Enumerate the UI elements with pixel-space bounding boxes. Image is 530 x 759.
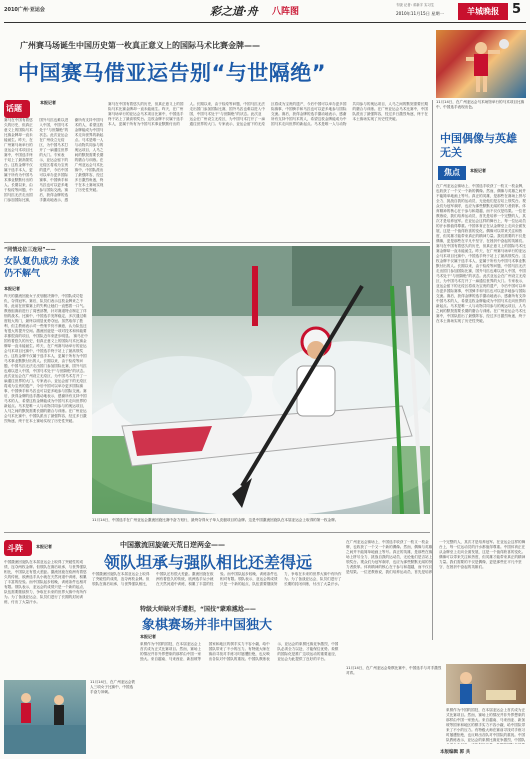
lower-body-right <box>92 572 342 602</box>
lead-body-text-2: 赛马在中国有着悠久的历史，但真正意义上的国际马术比赛金牌却一直未能诞生。昨天，在广州赛马场举行的亚运会马术项目比赛中，中国选手终于站上了最高领奖台。这枚金牌不仅属于选手本人，更属于所有为中国马术事业默默付出的人。长期以来，由于检疫等问题，中国马匹无法走出国门参加国际比赛，国外马匹也难以进入中国，中国马术处于“与世隔绝”的状态。此次亚运会在广州设立无疫区，为中国马术打开了一扇通往世界的大门。专家表示，亚运会留下的无疫区将成为宝贵的遗产，今后中国可以举办更多国际赛事，中国骑手和马匹也可以更多地参与国际交流。赛后，获得金牌的选手激动地表示，感谢所有支持中国马术的人，希望这枚金牌能成为中国马术走向世界的新起点。马术是唯一人与动物共同参与的奥运项目，人马之间的默契需要长期的磨合与训练。在广州亚运会马术比赛中，中国队派出了最强阵容，经过多日激烈角逐，终于在本土赛场实现了历史性突破。 <box>108 102 428 126</box>
lead-body <box>4 118 104 238</box>
main-photo <box>92 246 430 514</box>
mid-kicker: “同情这位三连冠”—— <box>4 247 56 253</box>
chess-body-text: 象棋作为中国的国技，在本届亚运会上首次成为正式比赛项目。然而，赛场上的情况并非外界想象的那样由中国一家独大。来自越南、马来西亚、新加坡等国家和地区的棋手实力不容小觑，给中国队带来了不小的压力。有特级大师在赛前寻找对手练习时屡遭拒绝，也反映出各队对中国队的重视。中国队教练表示，亚运会的象棋比赛竞争激烈，中国队必须全力以赴，才能保住优势。象棋的国际化是推广这项运动的重要途径，亚运会为此提供了良好的平台。 <box>140 642 339 661</box>
lead-body-text: 赛马在中国有着悠久的历史，但真正意义上的国际马术比赛金牌却一直未能诞生。昨天，在广州赛马场举行的亚运会马术项目比赛中，中国选手终于站上了最高领奖台。这枚金牌不仅属于选手本人，更属于所有为中国马术事业默默付出的人。长期以来，由于检疫等问题，中国马匹无法走出国门参加国际比赛，国外马匹也难以进入中国，中国马术处于“与世隔绝”的状态。此次亚运会在广州设立无疫区，为中国马术打开了一扇通往世界的大门。专家表示，亚运会留下的无疫区将成为宝贵的遗产，今后中国可以举办更多国际赛事，中国骑手和马匹也可以更多地参与国际交流。赛后，获得金牌的选手激动地表示，感谢所有支持中国马术的人，希望这枚金牌能成为中国马术走向世界的新起点。马术是唯一人与动物共同参与的奥运项目，人马之间的默契需要长期的磨合与训练。在广州亚运会马术比赛中，中国队派出了最强阵容，经过多日激烈角逐，终于在本土赛场实现了历史性突破。 <box>4 118 104 202</box>
mid-headline: 女队复仇成功 永浚仍不解气 <box>4 257 80 279</box>
main-photo-caption: 11月14日，中国选手在广州亚运会激流回旋比赛中奋力划行，最终夺得女子单人皮艇项目的金牌。这是中国激流回旋队在本届亚运会上取得的第一枚金牌。 <box>92 518 339 522</box>
right-body-text-2: 赛马在中国有着悠久的历史，但真正意义上的国际马术比赛金牌却一直未能诞生。昨天，在广州赛马场举行的亚运会马术项目比赛中，中国选手终于站上了最高领奖台。这枚金牌不仅属于选手本人，更属于所有为中国马术事业默默付出的人。长期以来，由于检疫等问题，中国马匹无法走出国门参加国际比赛，国外马匹也难以进入中国，中国马术处于“与世隔绝”的状态。此次亚运会在广州设立无疫区，为中国马术打开了一扇通往世界的大门。专家表示，亚运会留下的无疫区将成为宝贵的遗产，今后中国可以举办更多国际赛事，中国骑手和马匹也可以更多地参与国际交流。赛后，获得金牌的选手激动地表示，感谢所有支持中国马术的人，希望这枚金牌能成为中国马术走向世界的新起点。马术是唯一人与动物共同参与的奥运项目，人马之间的默契需要长期的磨合与训练。在广州亚运会马术比赛中，中国队派出了最强阵容，经过多日激烈角逐，终于在本土赛场实现了历史性突破。 <box>436 244 526 323</box>
right-byline: 本报记者 <box>470 168 486 173</box>
right-photo-caption: 11月14日，在广州亚运会马术场馆举行的马术项目比赛中，中国选手表现出色。 <box>436 100 525 109</box>
lower-byline: 本报记者 <box>36 544 52 549</box>
lead-kicker: 广州赛马场诞生中国历史第一枚真正意义上的国际马术比赛金牌—— <box>20 41 260 50</box>
lower-body-text-2: 中国激流回旋队在本届亚运会上取得了突破性的成绩，连夺两枚金牌。但领队在赛后坦承，与世界强队相比，中国队还有很大差距。激流回旋在欧洲有着悠久的传统，欧洲选手从小就在天然河道中训练，积累了丰富的经验。而中国队起步较晚，训练条件也相对有限。领队表示，亚运会的成绩只是一个新的起点，队伍需要继续努力，争取在未来的世界大赛中有所作为。为了备战亚运会，队员们进行了长期的封闭训练，付出了大量汗水。 <box>92 572 342 586</box>
lower-headline: 领队坦承与强队相比还差得远 <box>104 553 313 572</box>
lower-body-left <box>4 560 88 674</box>
lead-tag: 话题 <box>6 104 22 113</box>
lower-tag: 斗阵 <box>7 544 23 553</box>
chess-kicker: 特级大师缺对手遭拒，“国技”蒙难尴尬—— <box>140 606 256 613</box>
chess-graphic <box>446 664 526 704</box>
bottom-right-caption: 11月14日，在广州亚运会象棋比赛中，中国选手与对手激烈对弈。 <box>346 666 442 675</box>
lower-kicker: 中国激流回旋破天荒日逆两金—— <box>120 541 225 549</box>
right-headline: 中国偶像与英雄无关 <box>440 132 517 159</box>
lower-divider <box>4 532 430 533</box>
lead-body-col2 <box>108 102 428 238</box>
lower-right-body <box>346 540 526 660</box>
chess-headline: 象棋赛场并非中国独大 <box>142 618 273 633</box>
page-number: 5 <box>512 2 522 17</box>
chess-byline: 本报记者 <box>140 634 156 639</box>
lead-byline: 本报记者 <box>40 100 56 105</box>
bottom-left-caption: 11月14日，在广州亚运会铁人三项女子比赛中，中国选手奋力冲刺。 <box>90 680 136 694</box>
lower-right-body-text: 在广州亚运会赛场上，中国选手收获了一枚又一枚金牌，也收获了一个又一个新的偶像。然而，偶像与英雄之间并不能简单地画上等号。真正的英雄，是那些在赛场上拼尽全力、挑战自我的运动员，无论他们是否站上领奖台。观众们为冠军欢呼，也应为那些默默无闻的努力者鼓掌。体育精神的核心在于参与和超越，而不仅仅是结果。一位老教练说，我们培养运动员，首先是培养一个完整的人，其次才是培养冠军。在亚运会这样的舞台上，每一位运动员的汗水都值得尊重。中国体育正在从金牌至上走向全面发展，这是一个值得欣喜的变化。偶像可以带来关注和热度，但英雄才能带来真正的精神力量。我们需要的不仅是偶像，更是那些在平凡中坚守、在挫折中奋起的英雄们。 <box>346 540 526 574</box>
bottom-right-body-text: 象棋作为中国的国技，在本届亚运会上首次成为正式比赛项目。然而，赛场上的情况并非外界想象的那样由中国一家独大。来自越南、马来西亚、新加坡等国家和地区的棋手实力不容小觑，给中国队带来了不小的压力。有特级大师在赛前寻找对手练习时屡遭拒绝，也反映出各队对中国队的重视。中国队教练表示，亚运会的象棋比赛竞争激烈，中国队 <box>446 708 526 742</box>
lead-headline: 中国赛马借亚运告别“与世隔绝” <box>18 61 327 85</box>
masthead-brand: 彩之道·舟 <box>210 5 258 18</box>
lower-body-text: 中国激流回旋队在本届亚运会上取得了突破性的成绩，连夺两枚金牌。但领队在赛后坦承，与世界强队相比，中国队还有很大差距。激流回旋在欧洲有着悠久的传统，欧洲选手从小就在天然河道中训练，积累了丰富的经验。而中国队起步较晚，训练条件也相对有限。领队表示，亚运会的成绩只是一个新的起点，队伍需要继续努力，争取在未来的世界大赛中有所作为。为了备战亚运会，队员们进行了长期的封闭训练，付出了大量汗水。 <box>4 560 87 604</box>
masthead-logo-icon: 羊城晚报 <box>458 3 508 20</box>
bottom-right-photo <box>446 664 526 704</box>
right-tag: 焦点 <box>438 166 466 180</box>
right-body-text: 在广州亚运会赛场上，中国选手收获了一枚又一枚金牌，也收获了一个又一个新的偶像。然而，偶像与英雄之间并不能简单地画上等号。真正的英雄，是那些在赛场上拼尽全力、挑战自我的运动员，无论他们是否站上领奖台。观众们为冠军欢呼，也应为那些默默无闻的努力者鼓掌。体育精神的核心在于参与和超越，而不仅仅是结果。一位老教练说，我们培养运动员，首先是培养一个完整的人，其次才是培养冠军。在亚运会这样的舞台上，每一位运动员的汗水都值得尊重。中国体育正在从金牌至上走向全面发展，这是一个值得欣喜的变化。偶像可以带来关注和热度，但英雄才能带来真正的精神力量。我们需要的不仅是偶像，更是那些在平凡中坚守、在挫折中奋起的英雄们。 <box>436 184 526 243</box>
bottom-left-photo <box>4 680 86 754</box>
handball-player-graphic <box>436 30 526 98</box>
right-photo <box>436 30 526 98</box>
chess-body <box>140 642 340 752</box>
masthead-divider <box>4 22 526 23</box>
masthead-top-note: 专版 记者: 邓新宇 实习生 <box>396 3 435 7</box>
mid-body-text: 昨天的激流回旋女子皮划艇决赛中，中国队成功复仇，夺得冠军。赛后，队员们表示这枚金牌来之不易，此前在世锦赛上的失利让她们一直憋着一口气。教练组赛前进行了周密部署，针对赛道特点制定了详细的战术。比赛中，中国选手发挥稳定，多次通过难度较大的门，最终以明显优势夺冠。虽然取得了胜利，但主教练表示对一些细节仍不满意，认为队伍还有很大的提升空间。激流回旋是一项对技术和体能要求都很高的项目，中国队近年来进步明显。 <box>4 294 87 338</box>
masthead <box>0 0 530 30</box>
masthead-section: 八阵图 <box>272 7 300 17</box>
triathlon-graphic <box>4 680 86 754</box>
mid-byline: 本报记者 <box>4 286 20 291</box>
mid-divider <box>4 242 430 243</box>
mid-body <box>4 294 88 520</box>
footer-editor: 本版编辑 郭 共 <box>440 750 471 755</box>
bottom-right-body <box>446 708 526 744</box>
mid-body-text-2: 赛马在中国有着悠久的历史，但真正意义上的国际马术比赛金牌却一直未能诞生。昨天，在广州赛马场举行的亚运会马术项目比赛中，中国选手终于站上了最高领奖台。这枚金牌不仅属于选手本人，更属于所有为中国马术事业默默付出的人。长期以来，由于检疫等问题，中国马匹无法走出国门参加国际比赛，国外马匹也难以进入中国，中国马术处于“与世隔绝”的状态。此次亚运会在广州设立无疫区，为中国马术打开了一扇通往世界的大门。专家表示，亚运会留下的无疫区将成为宝贵的遗产，今后中国可以举办更多国际赛事，中国骑手和马匹也可以更多地参与国际交流。赛后，获得金牌的选手激动地表示，感谢所有支持中国马术的人，希望这枚金牌能成为中国马术走向世界的新起点。马术是唯一人与动物共同参与的奥运项目，人马之间的默契需要长期的磨合与训练。在广州亚运会马术比赛中，中国队派出了最强阵容，经过多日激烈角逐，终于在本土赛场实现了历史性突破。 <box>4 334 88 423</box>
masthead-date: 2010年11月15日 星期一 <box>396 11 444 16</box>
kayak-scene-graphic <box>92 246 430 514</box>
masthead-event-label: 2010广州·亚运会 <box>4 7 45 13</box>
